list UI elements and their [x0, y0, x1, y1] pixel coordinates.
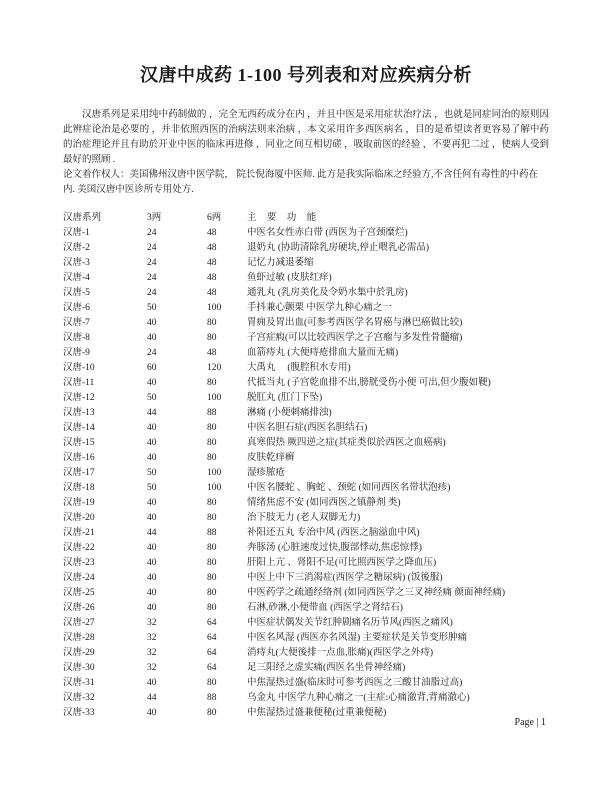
dose-3liang-cell: 40 [147, 573, 157, 583]
table-row [63, 271, 549, 286]
dose-6liang-cell: 80 [207, 513, 217, 523]
function-cell: 乌金丸 中医学九种心痛之一(主症:心痛澈背,背痛澈心) [247, 693, 470, 703]
table-row [63, 301, 549, 316]
dose-6liang-cell: 120 [207, 363, 222, 373]
dose-3liang-cell: 40 [147, 678, 157, 688]
function-cell: 中焦湿热过盛兼便秘(过重兼便秘) [247, 708, 387, 718]
series-cell: 汉唐-20 [63, 513, 95, 523]
table-row [63, 646, 549, 661]
dose-6liang-cell: 48 [207, 273, 217, 283]
page-number: Page | 1 [514, 717, 546, 728]
table-row [63, 496, 549, 511]
function-cell: 补阳还五丸 专治中风 (西医之脑溢血中风) [247, 528, 420, 538]
dose-6liang-cell: 88 [207, 408, 217, 418]
table-row [63, 361, 549, 376]
function-cell: 中医名胆石症(西医名胆结石) [247, 423, 368, 433]
function-cell: 中焦湿热过盛(临床时可参考西医之三酸甘油脂过高) [247, 678, 463, 688]
dose-3liang-cell: 50 [147, 303, 157, 313]
series-cell: 汉唐-17 [63, 468, 95, 478]
function-cell: 消痔丸(大便後排一点血,胀痛)(西医学之外痔) [247, 648, 434, 658]
dose-3liang-cell: 40 [147, 603, 157, 613]
table-row [63, 421, 549, 436]
dose-6liang-cell: 80 [207, 588, 217, 598]
table-row [63, 256, 549, 271]
dose-3liang-cell: 50 [147, 393, 157, 403]
table-row [63, 586, 549, 601]
dose-3liang-cell: 40 [147, 498, 157, 508]
dose-3liang-cell: 40 [147, 513, 157, 523]
dose-3liang-cell: 32 [147, 663, 157, 673]
series-cell: 汉唐-2 [63, 243, 90, 253]
series-cell: 汉唐-32 [63, 693, 95, 703]
dose-6liang-cell: 80 [207, 603, 217, 613]
function-cell: 情绪焦虑不安 (如同西医之镇静剂 类) [247, 498, 401, 508]
series-cell: 汉唐-19 [63, 498, 95, 508]
function-cell: 代抵当丸 (子宫乾血排不出,膀胱受伤小便 可出,但少腹如鞕) [247, 378, 491, 388]
dose-6liang-cell: 88 [207, 693, 217, 703]
dose-6liang-cell: 80 [207, 318, 217, 328]
dose-6liang-cell: 100 [207, 303, 222, 313]
dose-6liang-cell: 48 [207, 288, 217, 298]
function-cell: 中医药学之疏通经络剂 (如同西医学之三叉神经痛 颜面神经痛) [247, 588, 506, 598]
table-row [63, 571, 549, 586]
dose-3liang-cell: 50 [147, 483, 157, 493]
series-cell: 汉唐-26 [63, 603, 95, 613]
medicine-table [63, 211, 549, 721]
table-row [63, 601, 549, 616]
series-cell: 汉唐-3 [63, 258, 90, 268]
dose-6liang-cell: 64 [207, 618, 217, 628]
dose-3liang-cell: 32 [147, 618, 157, 628]
series-cell: 汉唐-31 [63, 678, 95, 688]
series-cell: 汉唐-4 [63, 273, 90, 283]
dose-6liang-cell: 80 [207, 573, 217, 583]
series-cell: 汉唐-8 [63, 333, 90, 343]
dose-6liang-cell: 80 [207, 378, 217, 388]
dose-6liang-cell: 64 [207, 648, 217, 658]
table-row [63, 511, 549, 526]
table-row [63, 706, 549, 721]
dose-3liang-cell: 40 [147, 543, 157, 553]
table-row [63, 286, 549, 301]
dose-3liang-cell: 40 [147, 708, 157, 718]
series-cell: 汉唐-11 [63, 378, 95, 388]
series-cell: 汉唐-18 [63, 483, 95, 493]
function-cell: 血箭痔丸 (大便痔疮排血大量而无痛) [247, 348, 399, 358]
function-cell: 鱼虾过敏 (皮肤红痒) [247, 273, 332, 283]
function-cell: 手抖兼心颤栗 中医学九种心痛之一 [247, 303, 392, 313]
table-row [63, 316, 549, 331]
series-cell: 汉唐-29 [63, 648, 95, 658]
dose-6liang-cell: 80 [207, 558, 217, 568]
table-row [63, 346, 549, 361]
function-cell: 中医症状偶发关节红肿剧痛名历节风(西医之痛风) [247, 618, 453, 628]
function-cell: 脱肛丸 (肛门下坠) [247, 393, 323, 403]
dose-6liang-cell: 80 [207, 678, 217, 688]
table-row [63, 676, 549, 691]
function-cell: 退奶丸 (协助清除乳房硬块,停止喂乳必需品) [247, 243, 430, 253]
series-cell: 汉唐-23 [63, 558, 95, 568]
dose-3liang-cell: 40 [147, 378, 157, 388]
dose-6liang-cell: 48 [207, 258, 217, 268]
function-cell: 石淋,砂淋,小便带血 (西医学之肾结石) [247, 603, 403, 613]
dose-3liang-cell: 40 [147, 438, 157, 448]
dose-3liang-cell: 40 [147, 558, 157, 568]
series-cell: 汉唐-21 [63, 528, 95, 538]
function-cell: 胃痈及胃出血(可参考西医学名胃癌与淋巴癌做比较) [247, 318, 463, 328]
dose-3liang-cell: 50 [147, 468, 157, 478]
dose-6liang-cell: 48 [207, 348, 217, 358]
dose-3liang-cell: 40 [147, 333, 157, 343]
dose-6liang-cell: 80 [207, 543, 217, 553]
series-cell: 汉唐-28 [63, 633, 95, 643]
series-cell: 汉唐-12 [63, 393, 95, 403]
dose-6liang-cell: 80 [207, 333, 217, 343]
dose-6liang-cell: 64 [207, 633, 217, 643]
dose-3liang-cell: 40 [147, 318, 157, 328]
series-cell: 汉唐-1 [63, 228, 90, 238]
function-cell: 皮肤乾痒癣 [247, 453, 295, 463]
table-row [63, 691, 549, 706]
dose-6liang-cell: 100 [207, 393, 222, 403]
table-row [63, 391, 549, 406]
dose-6liang-cell: 80 [207, 453, 217, 463]
table-row [63, 541, 549, 556]
table-row [63, 616, 549, 631]
table-row [63, 226, 549, 241]
table-row [63, 451, 549, 466]
dose-3liang-cell: 44 [147, 408, 157, 418]
dose-3liang-cell: 24 [147, 258, 157, 268]
dose-3liang-cell: 44 [147, 528, 157, 538]
dose-3liang-cell: 24 [147, 273, 157, 283]
dose-3liang-cell: 24 [147, 348, 157, 358]
series-cell: 汉唐-6 [63, 303, 90, 313]
series-cell: 汉唐-9 [63, 348, 90, 358]
column-header-function: 主 要 功 能 [247, 213, 321, 223]
dose-6liang-cell: 80 [207, 498, 217, 508]
dose-3liang-cell: 40 [147, 588, 157, 598]
series-cell: 汉唐-13 [63, 408, 95, 418]
function-cell: 通乳丸 (乳房美化及令奶水集中於乳房) [247, 288, 408, 298]
dose-6liang-cell: 48 [207, 228, 217, 238]
series-cell: 汉唐-24 [63, 573, 95, 583]
dose-3liang-cell: 32 [147, 633, 157, 643]
dose-6liang-cell: 80 [207, 423, 217, 433]
table-header-row [63, 211, 549, 226]
dose-3liang-cell: 24 [147, 228, 157, 238]
intro-paragraph: 汉唐系列是采用纯中药制做的 ，完全无西药成分在内 ，并且中医是采用症状治疗法 ，也就是同症同治的原则因此辨症论治是必要的 ，并非依照西医的治病法则来治病 ，本文采用许多西医病名 ，目的是希望读者更容易了解中药的治症理论并且有助於开业中医的临床再进修 ，同业之间互相切磋 ，吸取前医的经验 ，不要再犯二过 ，使病人受到最好的照顾 . [63, 110, 549, 165]
table-row [63, 406, 549, 421]
dose-6liang-cell: 80 [207, 438, 217, 448]
series-cell: 汉唐-25 [63, 588, 95, 598]
dose-3liang-cell: 60 [147, 363, 157, 373]
table-body [63, 226, 549, 721]
dose-6liang-cell: 100 [207, 483, 222, 493]
table-row [63, 631, 549, 646]
dose-6liang-cell: 88 [207, 528, 217, 538]
function-cell: 大禹丸 (腹腔积水专用) [247, 363, 351, 373]
function-cell: 真寒假热 厥四逆之症(其症类似於西医之血癌病) [247, 438, 446, 448]
function-cell: 治下肢无力 (老人双脚无力) [247, 513, 361, 523]
function-cell: 奔豚汤 (心脏速度过快,腹部悸动,焦虑惊悸) [247, 543, 422, 553]
table-row [63, 481, 549, 496]
dose-6liang-cell: 64 [207, 663, 217, 673]
page-title: 汉唐中成药 1-100 号列表和对应疾病分析 [140, 65, 472, 85]
table-row [63, 376, 549, 391]
column-header-series: 汉唐系列 [63, 213, 102, 223]
attribution-paragraph: 论文着作权人：美国佛州汉唐中医学院， 院长倪海厦中医师. 此方是我实际临床之经验方,不含任何有毒性的中药在内. 美国汉唐中医诊所专用处方. [63, 170, 539, 195]
series-cell: 汉唐-5 [63, 288, 90, 298]
column-header-6liang: 6两 [207, 213, 222, 223]
column-header-3liang: 3两 [147, 213, 162, 223]
dose-3liang-cell: 44 [147, 693, 157, 703]
series-cell: 汉唐-15 [63, 438, 95, 448]
function-cell: 肝阳上亢 、肾阳不足(可比照西医学之降血压) [247, 558, 437, 568]
dose-6liang-cell: 100 [207, 468, 222, 478]
dose-3liang-cell: 24 [147, 243, 157, 253]
table-row [63, 466, 549, 481]
series-cell: 汉唐-27 [63, 618, 95, 628]
function-cell: 子宫症瘕(可以比较西医学之子宫瘤与多发性骨髓瘤) [247, 333, 463, 343]
table-row [63, 526, 549, 541]
series-cell: 汉唐-22 [63, 543, 95, 553]
series-cell: 汉唐-14 [63, 423, 95, 433]
table-row [63, 661, 549, 676]
series-cell: 汉唐-16 [63, 453, 95, 463]
function-cell: 湿疹脓疮 [247, 468, 286, 478]
dose-3liang-cell: 40 [147, 423, 157, 433]
dose-3liang-cell: 32 [147, 648, 157, 658]
dose-3liang-cell: 40 [147, 453, 157, 463]
function-cell: 淋痛 (小便刺痛排浊) [247, 408, 332, 418]
function-cell: 中医上中下三消渴症(西医学之糖尿病) (饭後服) [247, 573, 443, 583]
function-cell: 中医名女性赤白带 (西医为子宫颈糜烂) [247, 228, 408, 238]
function-cell: 记忆力减退萎缩 [247, 258, 314, 268]
function-cell: 中医名风湿 (西医亦名风湿) 主要症状是关节变形肿痛 [247, 633, 468, 643]
series-cell: 汉唐-7 [63, 318, 90, 328]
table-row [63, 331, 549, 346]
table-row [63, 556, 549, 571]
dose-6liang-cell: 80 [207, 708, 217, 718]
series-cell: 汉唐-33 [63, 708, 95, 718]
series-cell: 汉唐-10 [63, 363, 95, 373]
table-row [63, 241, 549, 256]
series-cell: 汉唐-30 [63, 663, 95, 673]
dose-3liang-cell: 24 [147, 288, 157, 298]
function-cell: 足三阳经之虚实痛(西医名坐骨神经痛) [247, 663, 406, 673]
function-cell: 中医名腰蛇 、胸蛇 、颈蛇 (如同西医名带状泡疹) [247, 483, 451, 493]
table-row [63, 436, 549, 451]
dose-6liang-cell: 48 [207, 243, 217, 253]
